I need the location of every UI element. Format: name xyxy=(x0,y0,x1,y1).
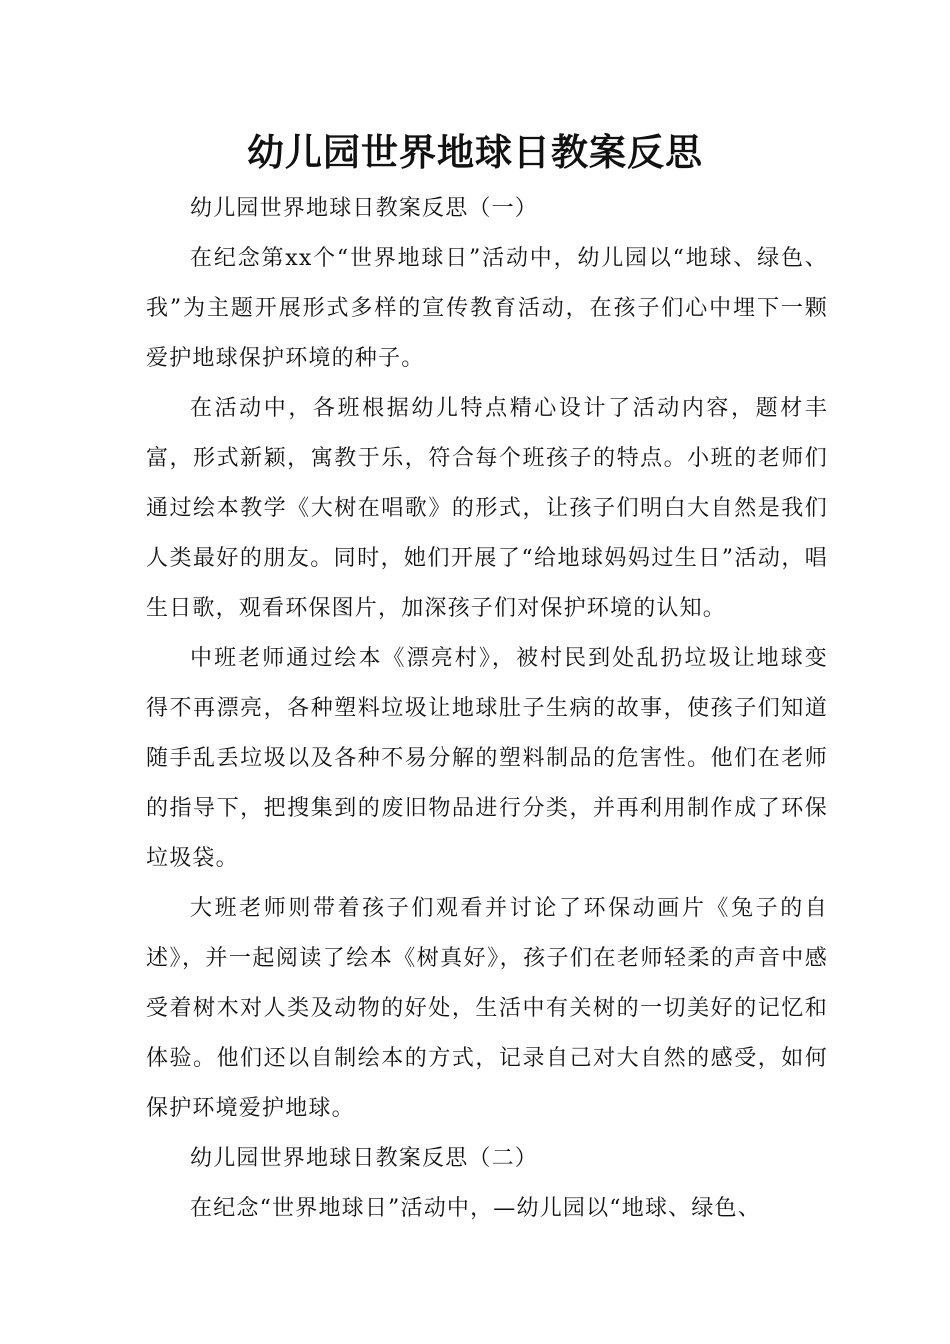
document-body xyxy=(146,184,828,1234)
section-heading-2: 幼儿园世界地球日教案反思（二） xyxy=(190,1146,539,1171)
section-heading-1: 幼儿园世界地球日教案反思（一） xyxy=(190,196,539,221)
paragraph: 大班老师则带着孩子们观看并讨论了环保动画片《兔子的自述》，并一起阅读了绘本《树真好》，孩子们在老师轻柔的声音中感受着树木对人类及动物的好处，生活中有关树的一切美好的记忆和体验。他们还以自制绘本的方式，记录自己对大自然的感受，如何保护环境爱护地球。 xyxy=(146,896,828,1121)
paragraph: 在纪念“世界地球日”活动中，—幼儿园以“地球、绿色、 xyxy=(190,1196,761,1221)
paragraph: 中班老师通过绘本《漂亮村》，被村民到处乱扔垃圾让地球变得不再漂亮，各种塑料垃圾让地球肚子生病的故事，使孩子们知道随手乱丢垃圾以及各种不易分解的塑料制品的危害性。他们在老师的指导下，把搜集到的废旧物品进行分类，并再利用制作成了环保垃圾袋。 xyxy=(146,646,828,871)
paragraph: 在活动中，各班根据幼儿特点精心设计了活动内容，题材丰富，形式新颖，寓教于乐，符合每个班孩子的特点。小班的老师们通过绘本教学《大树在唱歌》的形式，让孩子们明白大自然是我们人类最好的朋友。同时，她们开展了“给地球妈妈过生日”活动，唱生日歌，观看环保图片，加深孩子们对保护环境的认知。 xyxy=(146,396,828,621)
paragraph: 在纪念第xx个“世界地球日”活动中，幼儿园以“地球、绿色、我”为主题开展形式多样的宣传教育活动，在孩子们心中埋下一颗爱护地球保护环境的种子。 xyxy=(146,246,828,371)
document-title: 幼儿园世界地球日教案反思 xyxy=(247,130,703,174)
